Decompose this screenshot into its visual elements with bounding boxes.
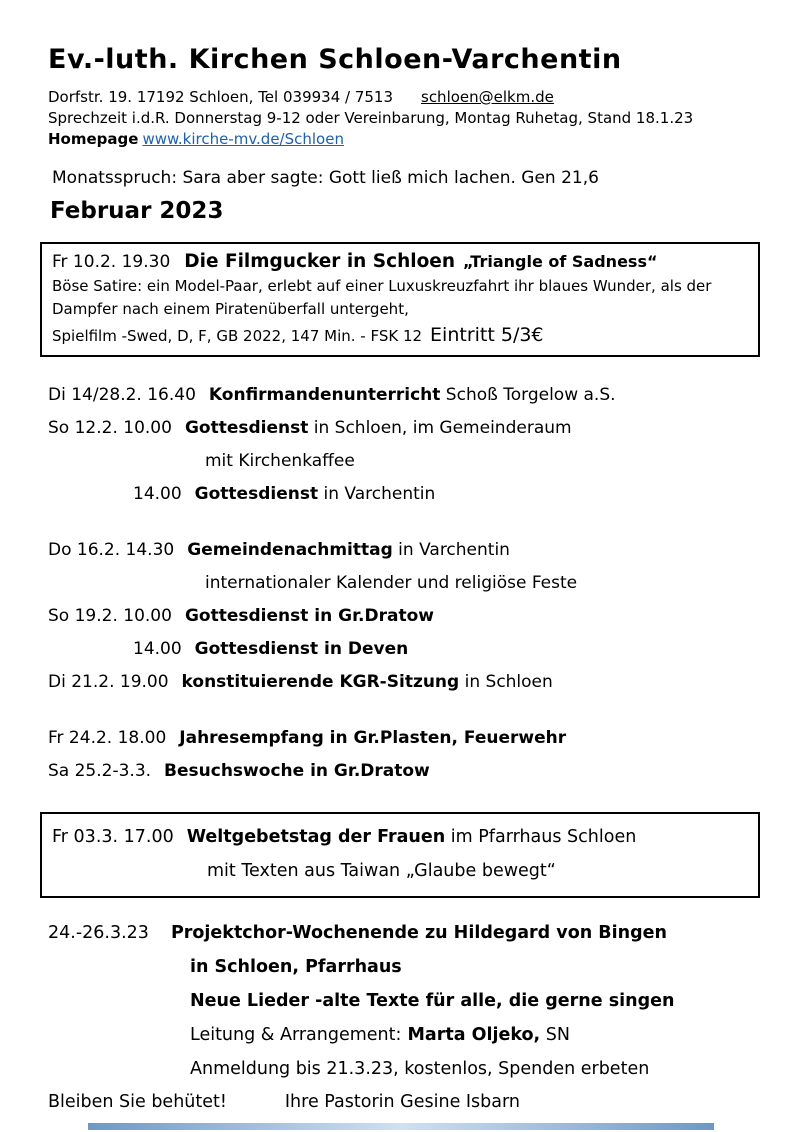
motto-text: Sara aber sagte: Gott ließ mich lachen. Gen 21,6 [182,168,599,188]
film-subtitle: „Triangle of Sadness“ [463,252,658,271]
event-date: Di 14/28.2. 16.40 [48,385,196,405]
film-details: Spielfilm -Swed, D, F, GB 2022, 147 Min. - FSK 12 [52,327,423,345]
lead-name: Marta Oljeko, [401,1025,541,1045]
film-price: Eintritt 5/3€ [430,324,544,346]
month-title: Februar 2023 [50,198,224,224]
schedule-row [48,379,760,412]
schedule-row [48,755,760,788]
event-detail: in Schloen, im Gemeinderaum [308,418,572,438]
schedule-list [48,379,760,788]
choir-location: in Schloen, Pfarrhaus [190,957,402,977]
schedule-row [48,478,760,511]
schedule-row [48,534,760,567]
event-title: Gottesdienst in Gr.Dratow [184,606,434,626]
prayer-headline [52,820,748,854]
choir-headline [48,916,760,950]
film-date: Fr 10.2. 19.30 [52,252,171,272]
event-detail: in Schloen [459,672,553,692]
choir-registration: Anmeldung bis 21.3.23, kostenlos, Spenden erbeten [190,1059,650,1079]
prayer-subline: mit Texten aus Taiwan „Glaube bewegt“ [207,861,556,881]
event-detail: in Varchentin [392,540,510,560]
event-title: Besuchswoche in Gr.Dratow [164,761,430,781]
film-description-2: Dampfer nach einem Piratenüberfall untergeht, [52,300,409,318]
event-title: Gottesdienst [184,418,309,438]
schedule-row [48,722,760,755]
choir-motto: Neue Lieder -alte Texte für alle, die gerne singen [190,991,675,1011]
event-title: konstituierende KGR-Sitzung [181,672,460,692]
event-time: 14.00 [133,484,182,504]
motto-label: Monatsspruch: [52,168,178,188]
event-title: Projektchor-Wochenende zu Hildegard von Bingen [170,923,667,943]
lead-suffix: SN [540,1025,570,1045]
film-title: Die Filmgucker in Schloen [184,251,456,272]
schedule-row-continuation: internationaler Kalender und religiöse Feste [205,573,578,593]
film-headline [52,251,748,272]
event-title: Gemeindenachmittag [187,540,393,560]
event-title: Konfirmandenunterricht [208,385,441,405]
page-title: Ev.-luth. Kirchen Schloen-Varchentin [48,44,622,75]
event-detail: in Varchentin [318,484,436,504]
schedule-row [48,666,760,699]
email-link[interactable]: schloen@elkm.de [421,88,554,106]
event-date: Fr 03.3. 17.00 [52,827,174,847]
decorative-bottom-bar [88,1123,714,1130]
homepage-line [48,129,760,150]
lead-label: Leitung & Arrangement: [190,1025,402,1045]
blessing-text: Bleiben Sie behütet! [48,1092,227,1112]
schedule-row [48,633,760,666]
event-date: Sa 25.2-3.3. [48,761,152,781]
homepage-label: Homepage [48,130,139,148]
film-description-1: Böse Satire: ein Model-Paar, erlebt auf einer Luxuskreuzfahrt ihr blaues Wunder, als der [52,277,712,295]
event-date: Di 21.2. 19.00 [48,672,169,692]
prayer-day-box [40,812,760,898]
event-title: Gottesdienst [194,484,319,504]
choir-lead-line [48,1018,760,1052]
event-date: So 12.2. 10.00 [48,418,172,438]
homepage-link[interactable]: www.kirche-mv.de/Schloen [142,130,344,148]
event-detail: im Pfarrhaus Schloen [445,827,637,847]
event-date: 24.-26.3.23 [48,923,149,943]
event-date: Fr 24.2. 18.00 [48,728,167,748]
event-title: Gottesdienst in Deven [194,639,409,659]
event-date: Do 16.2. 14.30 [48,540,175,560]
film-event-box [40,242,760,357]
office-hours-line: Sprechzeit i.d.R. Donnerstag 9-12 oder Vereinbarung, Montag Ruhetag, Stand 18.1.23 [48,109,694,127]
address-text: Dorfstr. 19. 17192 Schloen, Tel 039934 / 7513 [48,88,393,106]
signature-text: Ihre Pastorin Gesine Isbarn [284,1092,520,1112]
schedule-row-continuation: mit Kirchenkaffee [205,451,355,471]
film-details-line [52,324,748,346]
month-motto [52,168,760,188]
contact-line [48,87,760,108]
event-title: Jahresempfang in Gr.Plasten, Feuerwehr [179,728,567,748]
schedule-row [48,412,760,445]
choir-weekend-section [48,916,760,1086]
footer-blessing-line [48,1092,760,1112]
schedule-row [48,600,760,633]
event-title: Weltgebetstag der Frauen [186,827,446,847]
event-date: So 19.2. 10.00 [48,606,172,626]
event-time: 14.00 [133,639,182,659]
event-detail: Schoß Torgelow a.S. [440,385,616,405]
